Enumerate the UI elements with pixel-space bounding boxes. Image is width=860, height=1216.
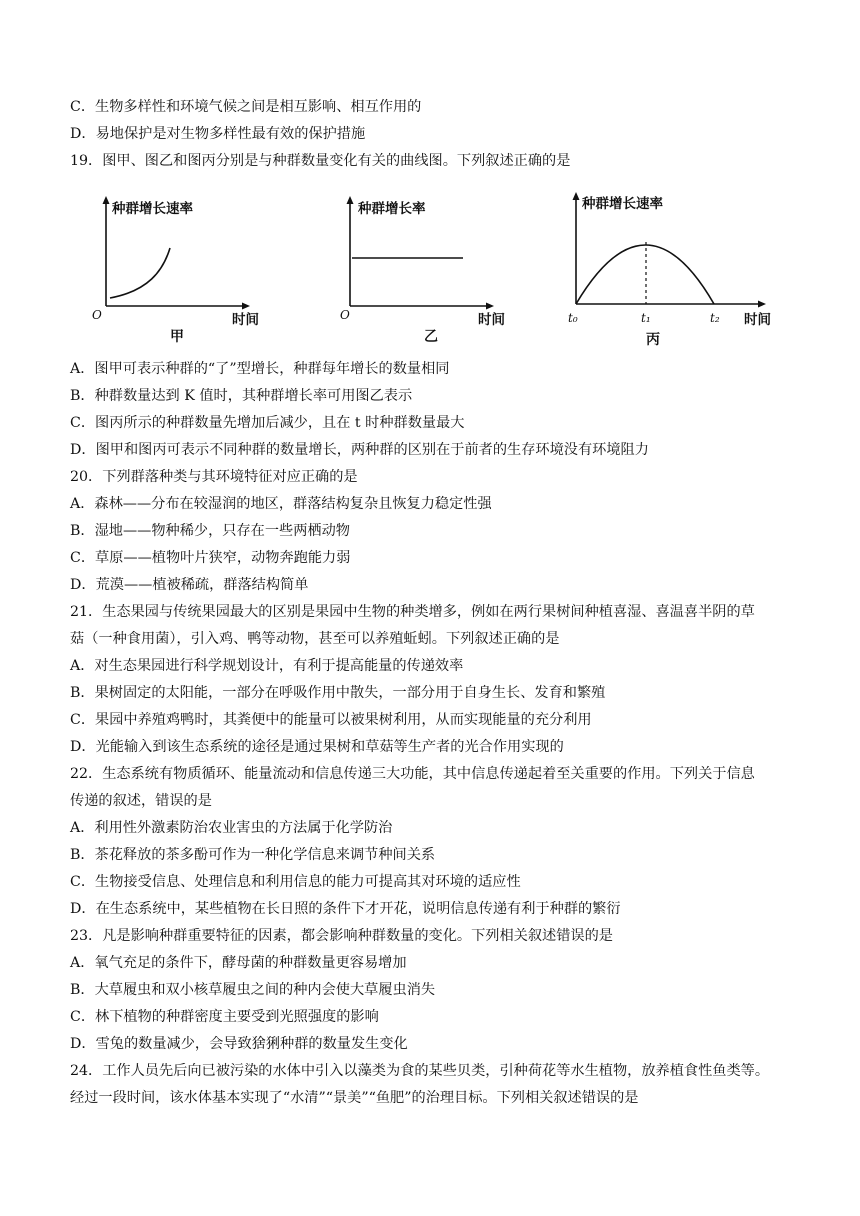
option-23a: A．氧气充足的条件下，酵母菌的种群数量更容易增加 bbox=[70, 955, 407, 971]
option-19d: D．图甲和图丙可表示不同种群的数量增长，两种群的区别在于前者的生存环境没有环境阻力 bbox=[70, 442, 649, 458]
jia-xlabel: 时间 bbox=[232, 312, 259, 328]
question-20: 20．下列群落种类与其环境特征对应正确的是 bbox=[70, 469, 358, 485]
question-24-line2: 经过一段时间，该水体基本实现了“水清”“景美”“鱼肥”的治理目标。下列相关叙述错误的是 bbox=[70, 1090, 639, 1106]
yi-origin: O bbox=[340, 308, 350, 322]
option-23d: D．雪兔的数量减少，会导致猞猁种群的数量发生变化 bbox=[70, 1036, 408, 1052]
option-20a: A．森林——分布在较湿润的地区，群落结构复杂且恢复力稳定性强 bbox=[70, 496, 492, 512]
bing-caption: 丙 bbox=[646, 332, 660, 348]
option-19c: C．图丙所示的种群数量先增加后减少，且在 t 时种群数量最大 bbox=[70, 415, 465, 431]
option-21a: A．对生态果园进行科学规划设计，有利于提高能量的传递效率 bbox=[70, 658, 464, 674]
yi-xlabel: 时间 bbox=[478, 312, 505, 328]
option-18d: D．易地保护是对生物多样性最有效的保护措施 bbox=[70, 126, 366, 142]
figure-yi bbox=[340, 196, 505, 345]
jia-origin: O bbox=[92, 308, 102, 322]
option-18c: C．生物多样性和环境气候之间是相互影响、相互作用的 bbox=[70, 99, 422, 115]
question-21-line2: 菇（一种食用菌），引入鸡、鸭等动物，甚至可以养殖蚯蚓。下列叙述正确的是 bbox=[70, 631, 560, 647]
yi-caption: 乙 bbox=[424, 329, 438, 345]
figure-jia bbox=[92, 196, 259, 345]
bing-xlabel: 时间 bbox=[744, 312, 771, 328]
question-19: 19．图甲、图乙和图丙分别是与种群数量变化有关的曲线图。下列叙述正确的是 bbox=[70, 153, 571, 169]
option-19a: A．图甲可表示种群的“了”型增长，种群每年增长的数量相同 bbox=[70, 361, 450, 377]
figures-row bbox=[88, 186, 788, 356]
question-22-line1: 22．生态系统有物质循环、能量流动和信息传递三大功能，其中信息传递起着至关重要的作用。下列关于信息 bbox=[70, 766, 755, 782]
bing-t0: t₀ bbox=[568, 311, 578, 325]
question-22-line2: 传递的叙述，错误的是 bbox=[70, 793, 212, 809]
question-21-line1: 21．生态果园与传统果园最大的区别是果园中生物的种类增多，例如在两行果树间种植喜湿、喜温喜半阴的草 bbox=[70, 604, 755, 620]
option-21c: C．果园中养殖鸡鸭时，其粪便中的能量可以被果树利用，从而实现能量的充分利用 bbox=[70, 712, 592, 728]
option-22d: D．在生态系统中，某些植物在长日照的条件下才开花，说明信息传递有利于种群的繁衍 bbox=[70, 901, 621, 917]
option-21b: B．果树固定的太阳能，一部分在呼吸作用中散失，一部分用于自身生长、发育和繁殖 bbox=[70, 685, 606, 701]
jia-caption: 甲 bbox=[170, 329, 184, 345]
yi-ylabel: 种群增长率 bbox=[358, 201, 426, 217]
option-22b: B．茶花释放的茶多酚可作为一种化学信息来调节种间关系 bbox=[70, 847, 436, 863]
bing-t2: t₂ bbox=[710, 311, 720, 325]
question-24-line1: 24．工作人员先后向已被污染的水体中引入以藻类为食的某些贝类，引种荷花等水生植物，放养植食性鱼类等。 bbox=[70, 1063, 770, 1079]
bing-t1: t₁ bbox=[641, 311, 651, 325]
option-20c: C．草原——植物叶片狭窄，动物奔跑能力弱 bbox=[70, 550, 351, 566]
option-19b: B．种群数量达到 K 值时，其种群增长率可用图乙表示 bbox=[70, 388, 413, 404]
option-20b: B．湿地——物种稀少，只存在一些两栖动物 bbox=[70, 523, 350, 539]
option-22c: C．生物接受信息、处理信息和利用信息的能力可提高其对环境的适应性 bbox=[70, 874, 521, 890]
option-23b: B．大草履虫和双小核草履虫之间的种内会使大草履虫消失 bbox=[70, 982, 436, 998]
figure-bing bbox=[568, 192, 771, 348]
jia-ylabel: 种群增长速率 bbox=[112, 201, 193, 217]
option-22a: A．利用性外激素防治农业害虫的方法属于化学防治 bbox=[70, 820, 393, 836]
question-23: 23．凡是影响种群重要特征的因素，都会影响种群数量的变化。下列相关叙述错误的是 bbox=[70, 928, 613, 944]
option-23c: C．林下植物的种群密度主要受到光照强度的影响 bbox=[70, 1009, 379, 1025]
bing-ylabel: 种群增长速率 bbox=[582, 196, 663, 212]
option-20d: D．荒漠——植被稀疏，群落结构简单 bbox=[70, 577, 309, 593]
option-21d: D．光能输入到该生态系统的途径是通过果树和草菇等生产者的光合作用实现的 bbox=[70, 739, 564, 755]
